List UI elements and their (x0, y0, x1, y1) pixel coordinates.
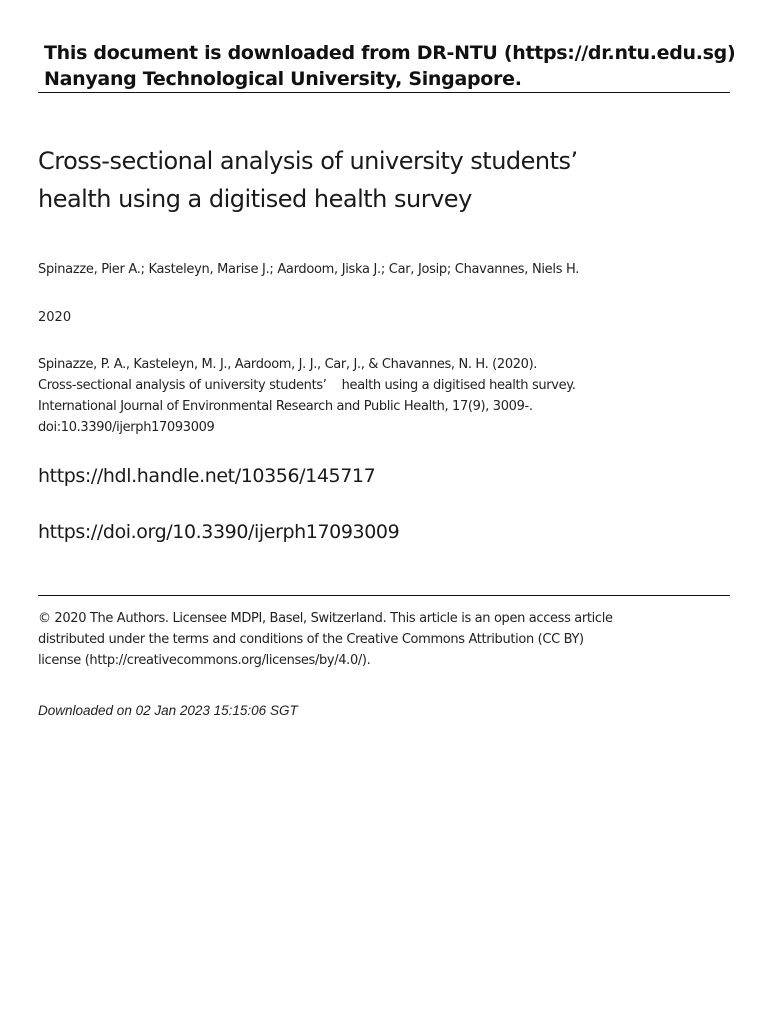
header-institution-line: Nanyang Technological University, Singapore. (44, 68, 522, 90)
repository-header (38, 40, 736, 92)
article-title-line-2: health using a digitised health survey (38, 185, 472, 213)
citation-block (38, 354, 678, 438)
doi-link[interactable]: https://doi.org/10.3390/ijerph17093009 (38, 521, 400, 543)
license-divider (38, 595, 730, 596)
author-list: Spinazze, Pier A.; Kasteleyn, Marise J.; Aardoom, Jiska J.; Car, Josip; Chavannes, Niels H. (38, 262, 580, 277)
license-line-3: license (http://creativecommons.org/licenses/by/4.0/). (38, 653, 371, 668)
article-title-line-1: Cross-sectional analysis of university students’ (38, 147, 578, 175)
citation-line-3: International Journal of Environmental Research and Public Health, 17(9), 3009-. (38, 399, 533, 414)
publication-year: 2020 (38, 310, 72, 325)
handle-link[interactable]: https://hdl.handle.net/10356/145717 (38, 465, 376, 487)
article-title (38, 142, 698, 218)
header-source-line: This document is downloaded from DR-NTU (https://dr.ntu.edu.sg) (44, 42, 736, 64)
citation-line-4: doi:10.3390/ijerph17093009 (38, 420, 215, 435)
license-line-2: distributed under the terms and conditions of the Creative Commons Attribution (CC BY) (38, 632, 584, 647)
citation-line-2: Cross-sectional analysis of university students’ health using a digitised health survey. (38, 378, 576, 393)
header-divider (38, 92, 730, 93)
license-line-1: © 2020 The Authors. Licensee MDPI, Basel, Switzerland. This article is an open access article (38, 611, 613, 626)
download-timestamp: Downloaded on 02 Jan 2023 15:15:06 SGT (38, 703, 298, 718)
license-notice (38, 608, 698, 671)
citation-line-1: Spinazze, P. A., Kasteleyn, M. J., Aardoom, J. J., Car, J., & Chavannes, N. H. (2020). (38, 357, 538, 372)
